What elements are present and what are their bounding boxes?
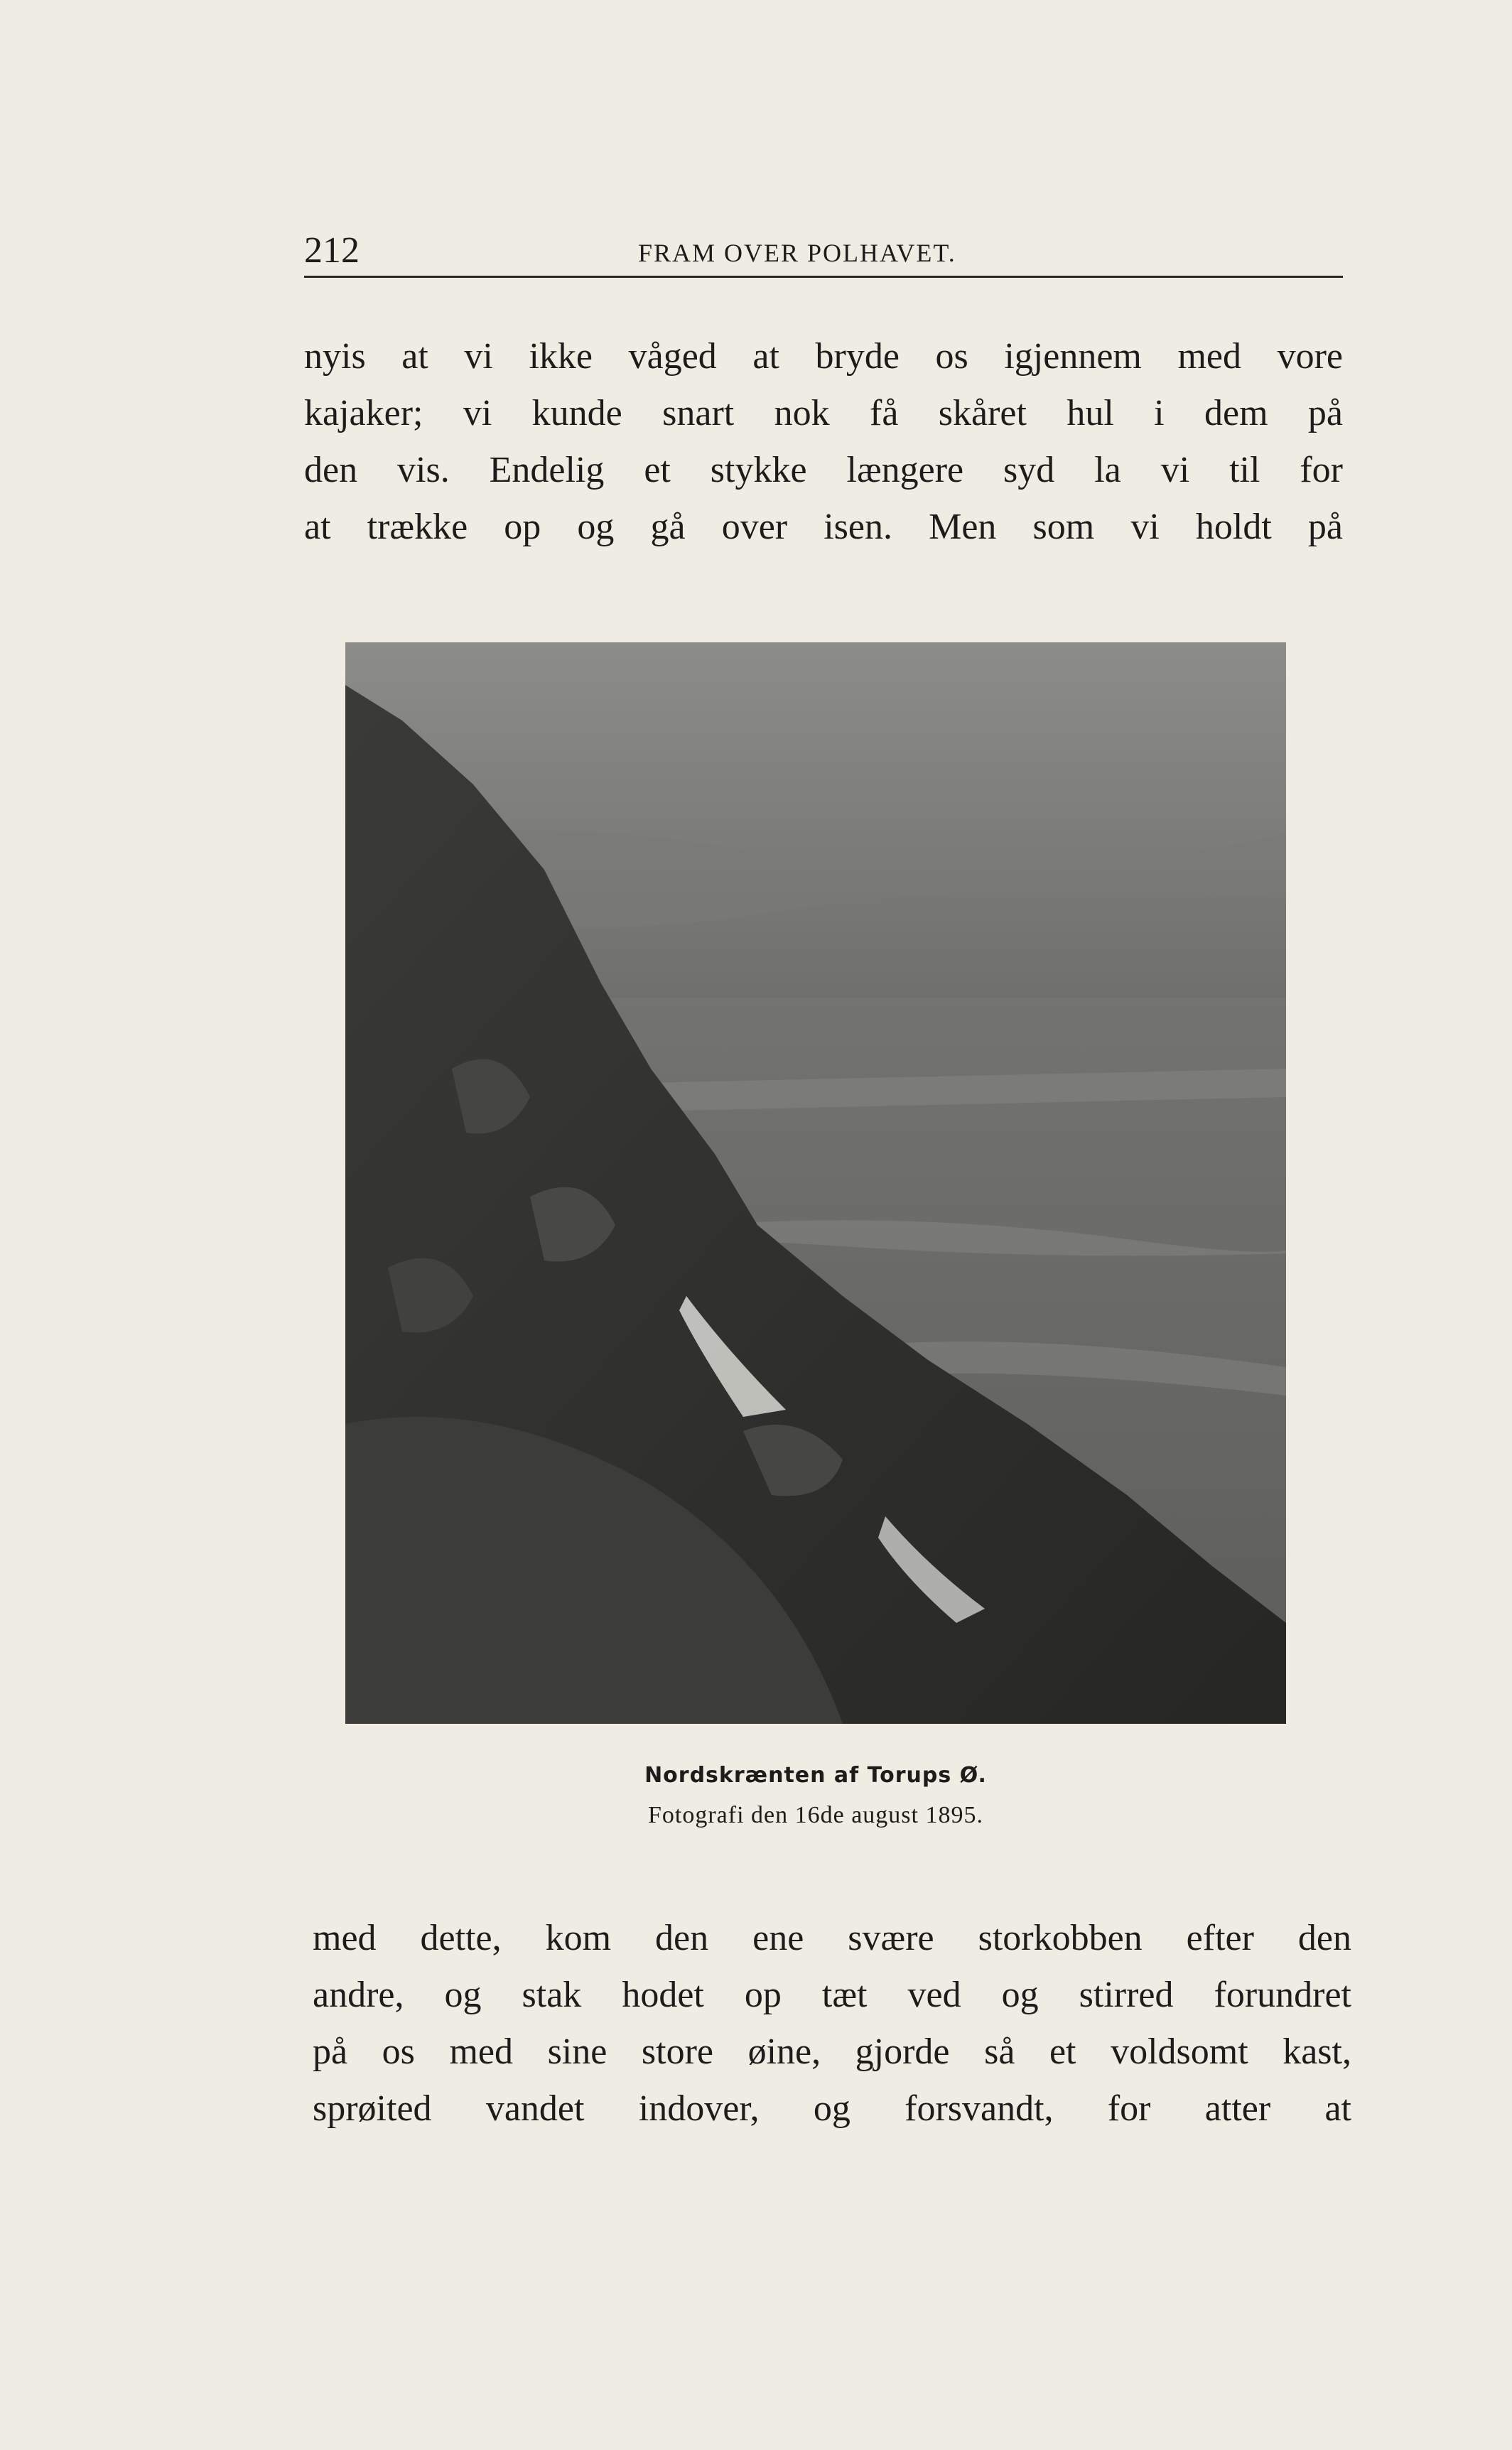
text-line: med dette, kom den ene svære storkobben efter den xyxy=(313,1918,1351,1958)
text-line: den vis. Endelig et stykke længere syd la vi til for xyxy=(304,450,1343,490)
paragraph-bottom xyxy=(313,1910,1351,2137)
paragraph-top xyxy=(304,328,1343,556)
photo-caption-title: Nordskrænten af Torups Ø. xyxy=(644,1763,987,1788)
text-line: sprøited vandet indover, og forsvandt, for atter at xyxy=(313,2088,1351,2129)
page-number: 212 xyxy=(304,230,360,271)
text-line: andre, og stak hodet op tæt ved og stirred forundret xyxy=(313,1975,1351,2015)
page-header xyxy=(304,226,1343,278)
running-title: FRAM OVER POLHAVET. xyxy=(638,239,956,267)
text-line: nyis at vi ikke våged at bryde os igjennem med vore xyxy=(304,336,1343,377)
photo-caption-subtitle: Fotografi den 16de august 1895. xyxy=(648,1802,983,1828)
cliff-photograph xyxy=(345,642,1286,1724)
text-line: at trække op og gå over isen. Men som vi holdt på xyxy=(304,507,1343,547)
cliff-photograph-image xyxy=(345,642,1286,1724)
text-line: på os med sine store øine, gjorde så et voldsomt kast, xyxy=(313,2031,1351,2072)
text-line: kajaker; vi kunde snart nok få skåret hul i dem på xyxy=(304,393,1343,433)
